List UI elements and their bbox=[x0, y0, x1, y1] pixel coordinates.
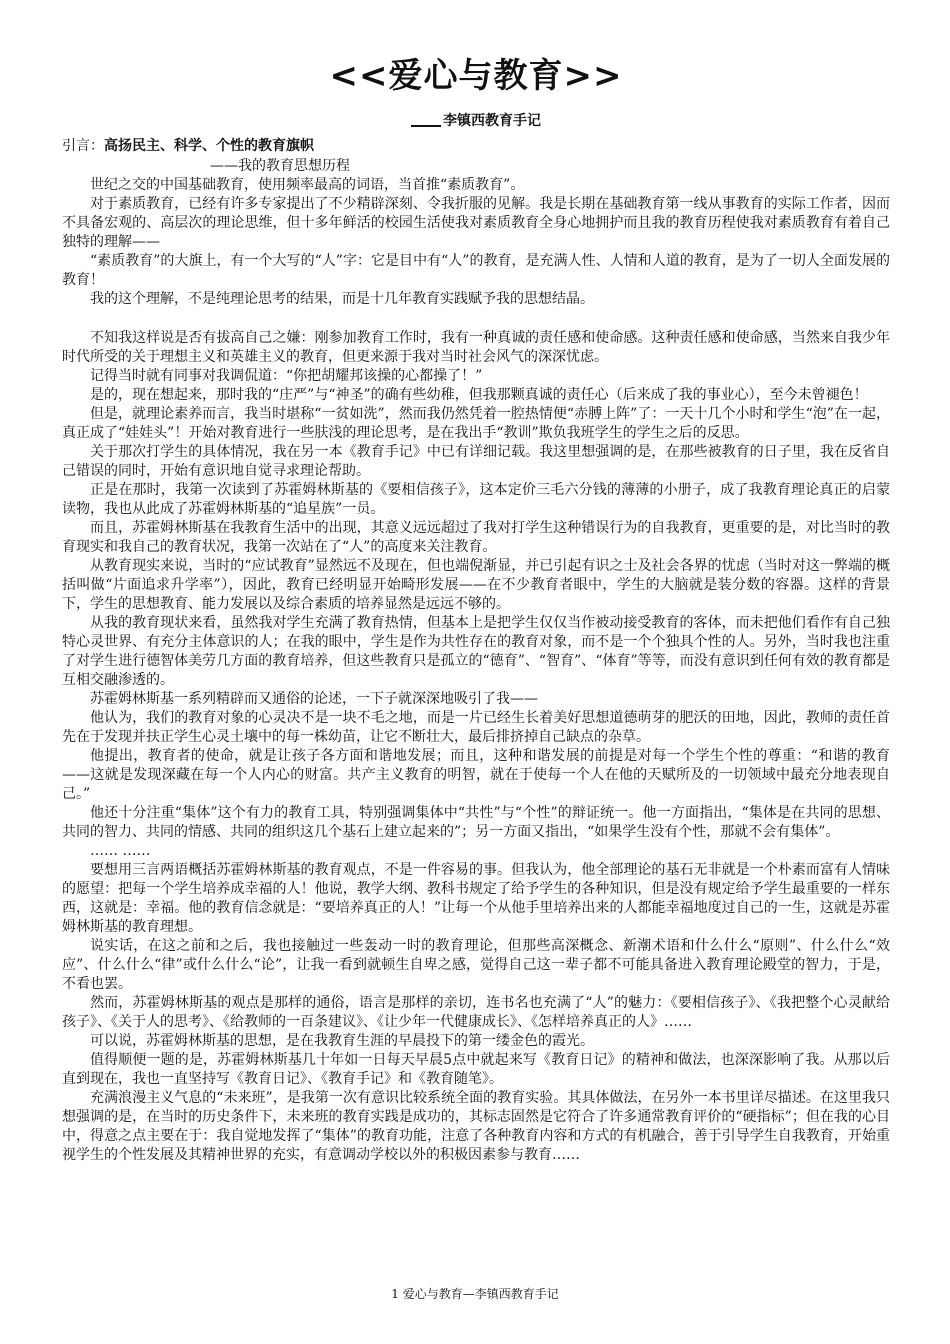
body-paragraph: “素质教育”的大旗上，有一个大写的“人”字：它是目中有“人”的教育，是充满人性、人情和人道的教育，是为了一切人全面发展的教育！ bbox=[62, 253, 890, 288]
body-paragraph: 世纪之交的中国基础教育，使用频率最高的词语，当首推“素质教育”。 bbox=[90, 177, 525, 193]
body-paragraph: 对于素质教育，已经有许多专家提出了不少精辟深刻、令我折服的见解。我是长期在基础教育第一线从事教育的实际工作者，因而不具备宏观的、高层次的理论思维，但十多年鲜活的校园生活使我对素质教育全身心地拥护而且我的教育历程使我对素质教育有着自己独特的理解—— bbox=[62, 196, 890, 250]
body-paragraph: 可以说，苏霍姆林斯基的思想，是在我教育生涯的早晨投下的第一缕金色的霞光。 bbox=[90, 1033, 594, 1049]
body-paragraph: 从我的教育现状来看，虽然我对学生充满了教育热情，但基本上是把学生仅仅当作被动接受教育的客体，而未把他们看作有自己独特心灵世界、有充分主体意识的人；在我的眼中，学生是作为共性存在的教育对象，而不是一个个独具个性的人。另外，当时我也注重了对学生进行德智体美劳几方面的教育培养，但这些教育只是孤立的“德育”、“智育”、“体育”等等，而没有意识到任何有效的教育都是互相交融渗透的。 bbox=[62, 615, 890, 688]
body-paragraph: …… …… bbox=[90, 843, 151, 859]
body-paragraph: 充满浪漫主义气息的“未来班”，是我第一次有意识比较系统全面的教育实验。其具体做法，在另外一本书里详尽描述。在这里我只想强调的是，在当时的历史条件下，未来班的教育实践是成功的，其标志固然是它符合了许多通常教育评价的“硬指标”；但在我的心目中，得意之点主要在于：我自觉地发挥了“集体”的教育功能，注意了各种教育内容和方式的有机融合，善于引导学生自我教育，开始重视学生的个性发展及其精神世界的充实，有意调动学校以外的积极因素参与教育…… bbox=[62, 1090, 890, 1163]
body-paragraph: 从教育现实来说，当时的“应试教育”显然远不及现在，但也端倪渐显，并已引起有识之士及社会各界的忧虑（当时对这一弊端的概括叫做“片面追求升学率”），因此，教育已经明显开始畸形发展——在不少教育者眼中，学生的大脑就是装分数的容器。这样的背景下，学生的思想教育、能力发展以及综合素质的培养显然是远远不够的。 bbox=[62, 558, 890, 612]
document-title: <<爱心与教育>> bbox=[329, 56, 623, 96]
body-paragraph: 要想用三言两语概括苏霍姆林斯基的教育观点，不是一件容易的事。但我认为，他全部理论的基石无非就是一个朴素而富有人情味的愿望：把每一个学生培养成幸福的人！他说，教学大纲、教科书规定了给予学生的各种知识，但是没有规定给予学生最重要的一样东西，这就是：幸福。他的教育信念就是：“要培养真正的人！”让每一个从他手里培养出来的人都能幸福地度过自己的一生，这就是苏霍姆林斯基的教育理想。 bbox=[62, 862, 890, 935]
body-paragraph: 我的这个理解，不是纯理论思考的结果，而是十几年教育实践赋予我的思想结晶。 bbox=[90, 291, 594, 307]
subtitle-underline bbox=[411, 125, 441, 127]
body-paragraph: 说实话，在这之前和之后，我也接触过一些轰动一时的教育理论，但那些高深概念、新潮术语和什么什么“原则”、什么什么“效应”、什么什么“律”或什么什么“论”，让我一看到就顿生自卑之感，觉得自己这一辈子都不可能具备进入教育理论殿堂的智力，于是，不看也罢。 bbox=[62, 938, 890, 992]
document-page bbox=[62, 44, 890, 1165]
body-paragraph: 他还十分注重“集体”这个有力的教育工具，特别强调集体中“共性”与“个性”的辩证统一。他一方面指出，“集体是在共同的思想、共同的智力、共同的情感、共同的组织这几个基石上建立起来的”；另一方面又指出，“如果学生没有个性，那就不会有集体”。 bbox=[62, 805, 890, 840]
document-subtitle bbox=[62, 110, 890, 132]
page-footer: 1 爱心与教育—李镇西教育手记 bbox=[391, 1287, 559, 1301]
body-paragraph: 值得顺便一题的是，苏霍姆林斯基几十年如一日每天早晨5点中就起来写《教育日记》的精神和做法，也深深影响了我。从那以后直到现在，我也一直坚持写《教育日记》、《教育手记》和《教育随笔》。 bbox=[62, 1052, 890, 1087]
body-paragraph: 但是，就理论素养而言，我当时堪称“一贫如洗”，然而我仍然凭着一腔热情便“赤膊上阵”了：一天十几个小时和学生“泡”在一起，真正成了“娃娃头”！开始对教育进行一些肤浅的理论思考，是在我出手“教训”欺负我班学生的学生之后的反思。 bbox=[62, 406, 890, 441]
body-paragraph: 他提出，教育者的使命，就是让孩子各方面和谐地发展；而且，这种和谐发展的前提是对每一个学生个性的尊重：“和谐的教育——这就是发现深藏在每一个人内心的财富。共产主义教育的明智，就在于使每一个人在他的天赋所及的一切领域中最充分地表现自己。” bbox=[62, 748, 890, 802]
intro-label: 引言： bbox=[62, 138, 104, 154]
body-paragraph: 然而，苏霍姆林斯基的观点是那样的通俗，语言是那样的亲切，连书名也充满了“人”的魅力：《要相信孩子》、《我把整个心灵献给孩子》、《关于人的思考》、《给教师的一百条建议》、《让少年一代健康成长》、《怎样培养真正的人》…… bbox=[62, 995, 890, 1030]
subtitle-text: 李镇西教育手记 bbox=[443, 113, 541, 129]
body-paragraph: 关于那次打学生的具体情况，我在另一本《教育手记》中已有详细记载。我这里想强调的是，在那些被教育的日子里，我在反省自己错误的同时，开始有意识地自觉寻求理论帮助。 bbox=[62, 444, 890, 479]
body-paragraph: 他认为，我们的教育对象的心灵决不是一块不毛之地，而是一片已经生长着美好思想道德萌芽的肥沃的田地，因此，教师的责任首先在于发现并扶正学生心灵土壤中的每一株幼苗，让它不断壮大，最后排挤掉自己缺点的杂草。 bbox=[62, 710, 890, 745]
intro-subheading: ——我的教育思想历程 bbox=[210, 158, 350, 174]
body-paragraph: 苏霍姆林斯基一系列精辟而又通俗的论述，一下子就深深地吸引了我—— bbox=[90, 691, 538, 707]
body-paragraph: 而且，苏霍姆林斯基在我教育生活中的出现，其意义远远超过了我对打学生这种错误行为的自我教育，更重要的是，对比当时的教育现实和我自己的教育状况，我第一次站在了“人”的高度来关注教育。 bbox=[62, 520, 890, 555]
body-paragraph: 记得当时就有同事对我调侃道：“你把胡耀邦该操的心都操了！” bbox=[90, 368, 483, 384]
intro-line bbox=[62, 136, 890, 156]
intro-heading: 高扬民主、科学、个性的教育旗帜 bbox=[104, 138, 314, 154]
body-paragraph: 是的，现在想起来，那时我的“庄严”与“神圣”的确有些幼稚，但我那颗真诚的责任心（后来成了我的事业心），至今未曾褪色！ bbox=[90, 387, 868, 403]
body-paragraph: 正是在那时，我第一次读到了苏霍姆林斯基的《要相信孩子》，这本定价三毛六分钱的薄薄的小册子，成了我教育理论真正的启蒙读物，我也从此成了苏霍姆林斯基的“追星族”一员。 bbox=[62, 482, 890, 517]
document-body bbox=[62, 176, 890, 1165]
body-paragraph: 不知我这样说是否有拔高自己之嫌：刚参加教育工作时，我有一种真诚的责任感和使命感。这种责任感和使命感，当然来自我少年时代所受的关于理想主义和英雄主义的教育，但更来源于我对当时社会风气的深深忧虑。 bbox=[62, 330, 890, 365]
